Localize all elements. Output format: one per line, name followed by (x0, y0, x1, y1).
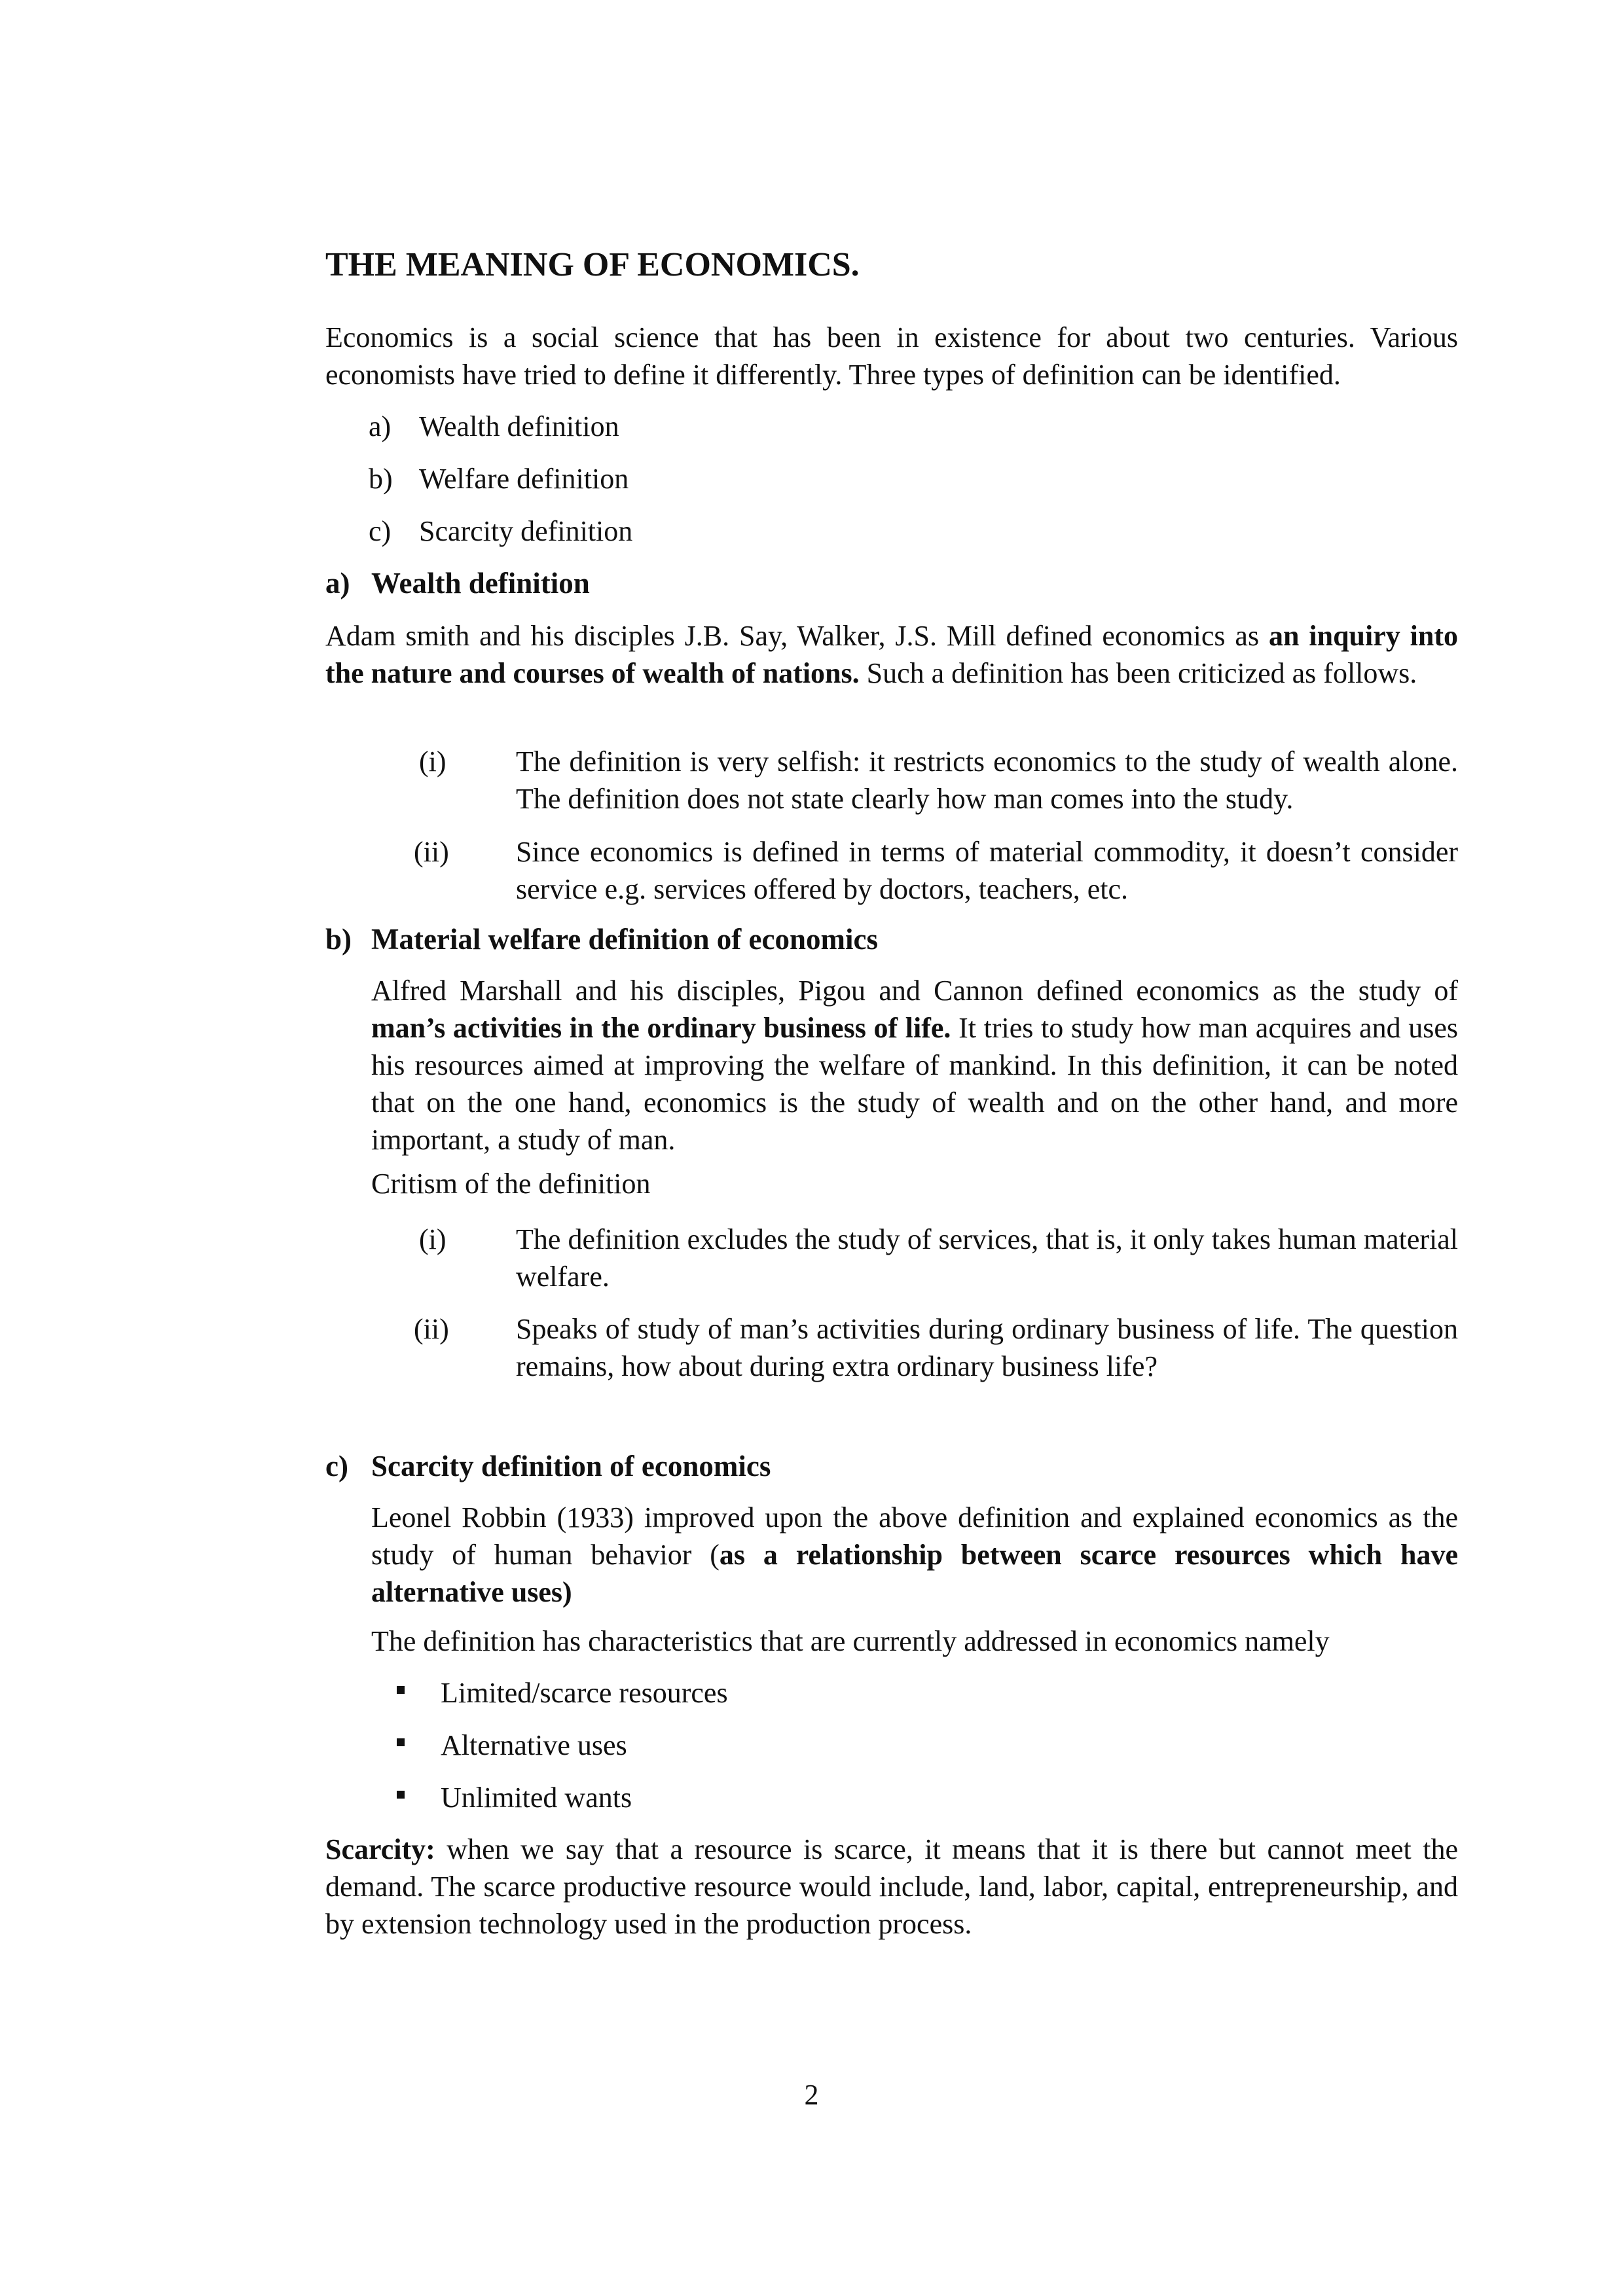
type-item: Scarcity definition (419, 515, 633, 547)
section-marker: a) (325, 567, 350, 600)
page-title: THE MEANING OF ECONOMICS. (325, 246, 860, 283)
type-marker: a) (369, 410, 392, 442)
section-marker: c) (325, 1450, 348, 1482)
scarcity-text-bold: as a relationship between scarce resources which have alternative uses) (371, 1539, 1458, 1608)
bullet-square-icon (397, 1791, 405, 1799)
criticism-item: Speaks of study of man’s activities during ordinary business of life. The question remains, how about during extra ordinary business life? (516, 1313, 1458, 1382)
section-heading-wealth: Wealth definition (371, 567, 590, 600)
section-heading-welfare: Material welfare definition of economics (371, 923, 878, 956)
bullet-square-icon (397, 1738, 405, 1746)
wealth-text-end: Such a definition has been criticized as follows. (866, 657, 1417, 689)
criticism-marker: (ii) (414, 836, 449, 868)
welfare-text-bold: man’s activities in the ordinary business of life. (371, 1012, 951, 1044)
welfare-text-start: Alfred Marshall and his disciples, Pigou and Cannon defined economics as the study of (371, 975, 1458, 1007)
scarcity-term-paragraph (325, 1831, 1458, 1943)
type-item: Welfare definition (419, 463, 629, 495)
scarcity-text-start: Leonel Robbin (1933) improved upon the above definition and explained economics as the study of human behavior ( (371, 1501, 1458, 1571)
wealth-text-bold: an inquiry into the nature and courses of wealth of nations. (325, 620, 1459, 689)
criticism-marker: (i) (419, 745, 447, 778)
wealth-paragraph (325, 617, 1458, 692)
bullet-item: Unlimited wants (441, 1782, 632, 1814)
section-marker: b) (325, 923, 352, 956)
intro-line-2: economists have tried to define it differently. Three types of definition can be identified. (325, 359, 1341, 391)
wealth-text-start: Adam smith and his disciples J.B. Say, Walker, J.S. Mill defined economics as (325, 620, 1260, 652)
scarcity-paragraph (371, 1499, 1458, 1611)
type-marker: b) (369, 463, 393, 495)
criticism-marker: (ii) (414, 1313, 449, 1345)
type-marker: c) (369, 515, 392, 547)
intro-line-1: Economics is a social science that has been in existence for about two centuries. Various (325, 321, 1458, 353)
criticism-item: The definition excludes the study of services, that is, it only takes human material welfare. (516, 1223, 1458, 1293)
type-item: Wealth definition (419, 410, 619, 442)
criticism-marker: (i) (419, 1223, 447, 1255)
bullet-square-icon (397, 1686, 405, 1694)
scarcity-term-text: when we say that a resource is scarce, it means that it is there but cannot meet the demand. The scarce productive resource would include, land, labor, capital, entrepreneurship, and by extension technology used in the production process. (325, 1833, 1458, 1940)
welfare-text-end: It tries to study how man acquires and uses his resources aimed at improving the welfare of mankind. In this definition, it can be noted that on the one hand, economics is the study of wealth and on the other hand, and more important, a study of man. (371, 1012, 1459, 1156)
critism-label: Critism of the definition (371, 1168, 651, 1200)
section-heading-scarcity: Scarcity definition of economics (371, 1450, 771, 1482)
criticism-item: Since economics is defined in terms of material commodity, it doesn’t consider service e.g. services offered by doctors, teachers, etc. (516, 836, 1458, 905)
characteristics-intro: The definition has characteristics that are currently addressed in economics namely (371, 1625, 1330, 1657)
scarcity-term: Scarcity: (325, 1833, 435, 1865)
page-number: 2 (804, 2079, 819, 2111)
bullet-item: Alternative uses (441, 1729, 627, 1761)
bullet-item: Limited/scarce resources (441, 1677, 728, 1709)
criticism-item: The definition is very selfish: it restricts economics to the study of wealth alone. The definition does not state clearly how man comes into the study. (516, 745, 1458, 815)
welfare-paragraph (371, 972, 1458, 1158)
